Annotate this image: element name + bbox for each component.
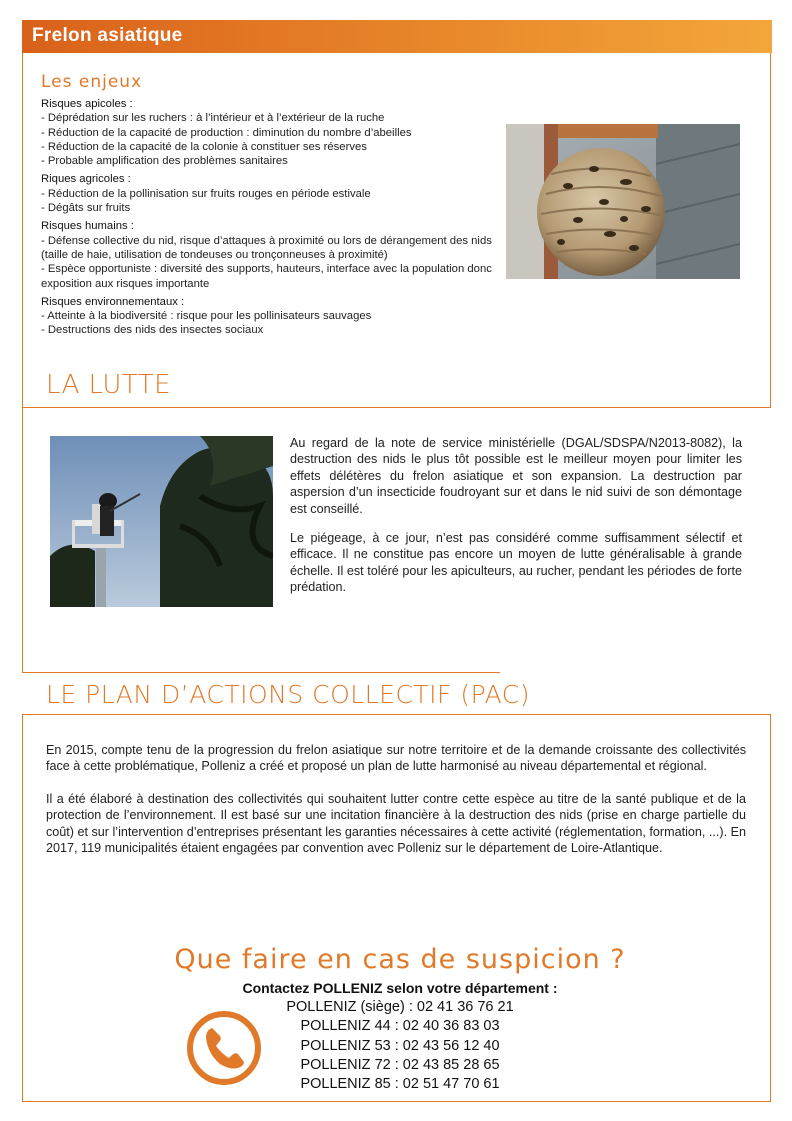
lutte-title: LA LUTTE: [46, 370, 172, 400]
list-item: - Destructions des nids des insectes sociaux: [41, 324, 264, 337]
frame-right-top: [770, 53, 771, 408]
enjeux-heading-environnementaux: Risques environnementaux :: [41, 295, 185, 308]
suspicion-title: Que faire en cas de suspicion ?: [174, 944, 626, 975]
header-bar: [22, 20, 772, 53]
frame-divider-pac: [22, 714, 771, 715]
enjeux-heading-agricoles: Riques agricoles :: [41, 173, 131, 186]
list-item: - Espèce opportuniste : diversité des supports, hauteurs, interface avec la population donc exposition aux risques importante: [41, 263, 492, 290]
list-item: - Dégâts sur fruits: [41, 202, 131, 215]
frame-left-top: [22, 53, 23, 673]
pac-paragraph-2: Il a été élaboré à destination des collectivités qui souhaitent lutter contre cette espèce au titre de la santé publique et de la protection de l’environnement. Il est basé sur une incitation financière à la destruction des nids (prise en charge partielle du coût) et sur l’intervention d’entreprises présentant les garanties nécessaires à cette activité (réglementation, formation, ...). En 2017, 119 municipalités étaient engagées par convention avec Polleniz sur le département de Loire-Atlantique.: [46, 792, 746, 856]
pac-paragraph-1: En 2015, compte tenu de la progression du frelon asiatique sur notre territoire et de la demande croissante des collectivités face à cette problématique, Polleniz a créé et proposé un plan de lutte harmonisé au niveau départemental et régional.: [46, 743, 746, 774]
frame-divider-lutte: [22, 407, 771, 408]
frame-right-bottom: [770, 714, 771, 1102]
hornet-nest-photo: [506, 124, 740, 279]
header-title: Frelon asiatique: [32, 25, 183, 46]
frame-bottom: [22, 1101, 771, 1102]
contact-intro: Contactez POLLENIZ selon votre département :: [242, 980, 558, 996]
frame-divider-pac-top: [22, 672, 500, 673]
list-item: - Réduction de la capacité de la colonie à constituer ses réserves: [41, 140, 367, 153]
lutte-paragraph-1: Au regard de la note de service ministérielle (DGAL/SDSPA/N2013-8082), la destruction des nids le plus tôt possible est le meilleur moyen pour limiter les effets délétères du frelon asiatique et son expansion. La destruction par aspersion d’un insecticide foudroyant sur et dans le nid suivi de son démontage est conseillé.: [290, 436, 742, 516]
enjeux-heading-humains: Risques humains :: [41, 220, 134, 233]
pac-title: LE PLAN D’ACTIONS COLLECTIF (PAC): [46, 680, 530, 709]
contact-line-siege: POLLENIZ (siège) : 02 41 36 76 21: [286, 999, 514, 1015]
list-item: - Atteinte à la biodiversité : risque pour les pollinisateurs sauvages: [41, 310, 372, 323]
contact-line-72: POLLENIZ 72 : 02 43 85 28 65: [300, 1056, 500, 1073]
frame-left-bottom: [22, 714, 23, 1102]
contact-line-44: POLLENIZ 44 : 02 40 36 83 03: [300, 1018, 500, 1035]
nest-destruction-photo: [50, 436, 273, 607]
list-item: - Défense collective du nid, risque d’attaques à proximité ou lors de dérangement des nids (taille de haie, utilisation de tondeuses ou tronçonneuses à proximité): [41, 234, 492, 261]
enjeux-text: [41, 97, 497, 338]
contact-line-53: POLLENIZ 53 : 02 43 56 12 40: [300, 1037, 500, 1054]
contact-line-85: POLLENIZ 85 : 02 51 47 70 61: [300, 1076, 500, 1093]
list-item: - Réduction de la capacité de production : diminution du nombre d’abeilles: [41, 126, 412, 139]
enjeux-heading-apicoles: Risques apicoles :: [41, 98, 133, 110]
list-item: - Déprédation sur les ruchers : à l’intérieur et à l’extérieur de la ruche: [41, 112, 385, 125]
lutte-paragraph-2: Le piégeage, à ce jour, n’est pas considéré comme suffisamment sélectif et efficace. Il ne constitue pas encore un moyen de lutte généralisable à grande échelle. Il est toléré pour les apiculteurs, au rucher, pendant les périodes de forte prédation.: [290, 531, 742, 595]
phone-icon: [186, 1010, 262, 1086]
list-item: - Réduction de la pollinisation sur fruits rouges en période estivale: [41, 187, 371, 200]
enjeux-title: Les enjeux: [41, 72, 143, 92]
list-item: - Probable amplification des problèmes sanitaires: [41, 155, 288, 168]
